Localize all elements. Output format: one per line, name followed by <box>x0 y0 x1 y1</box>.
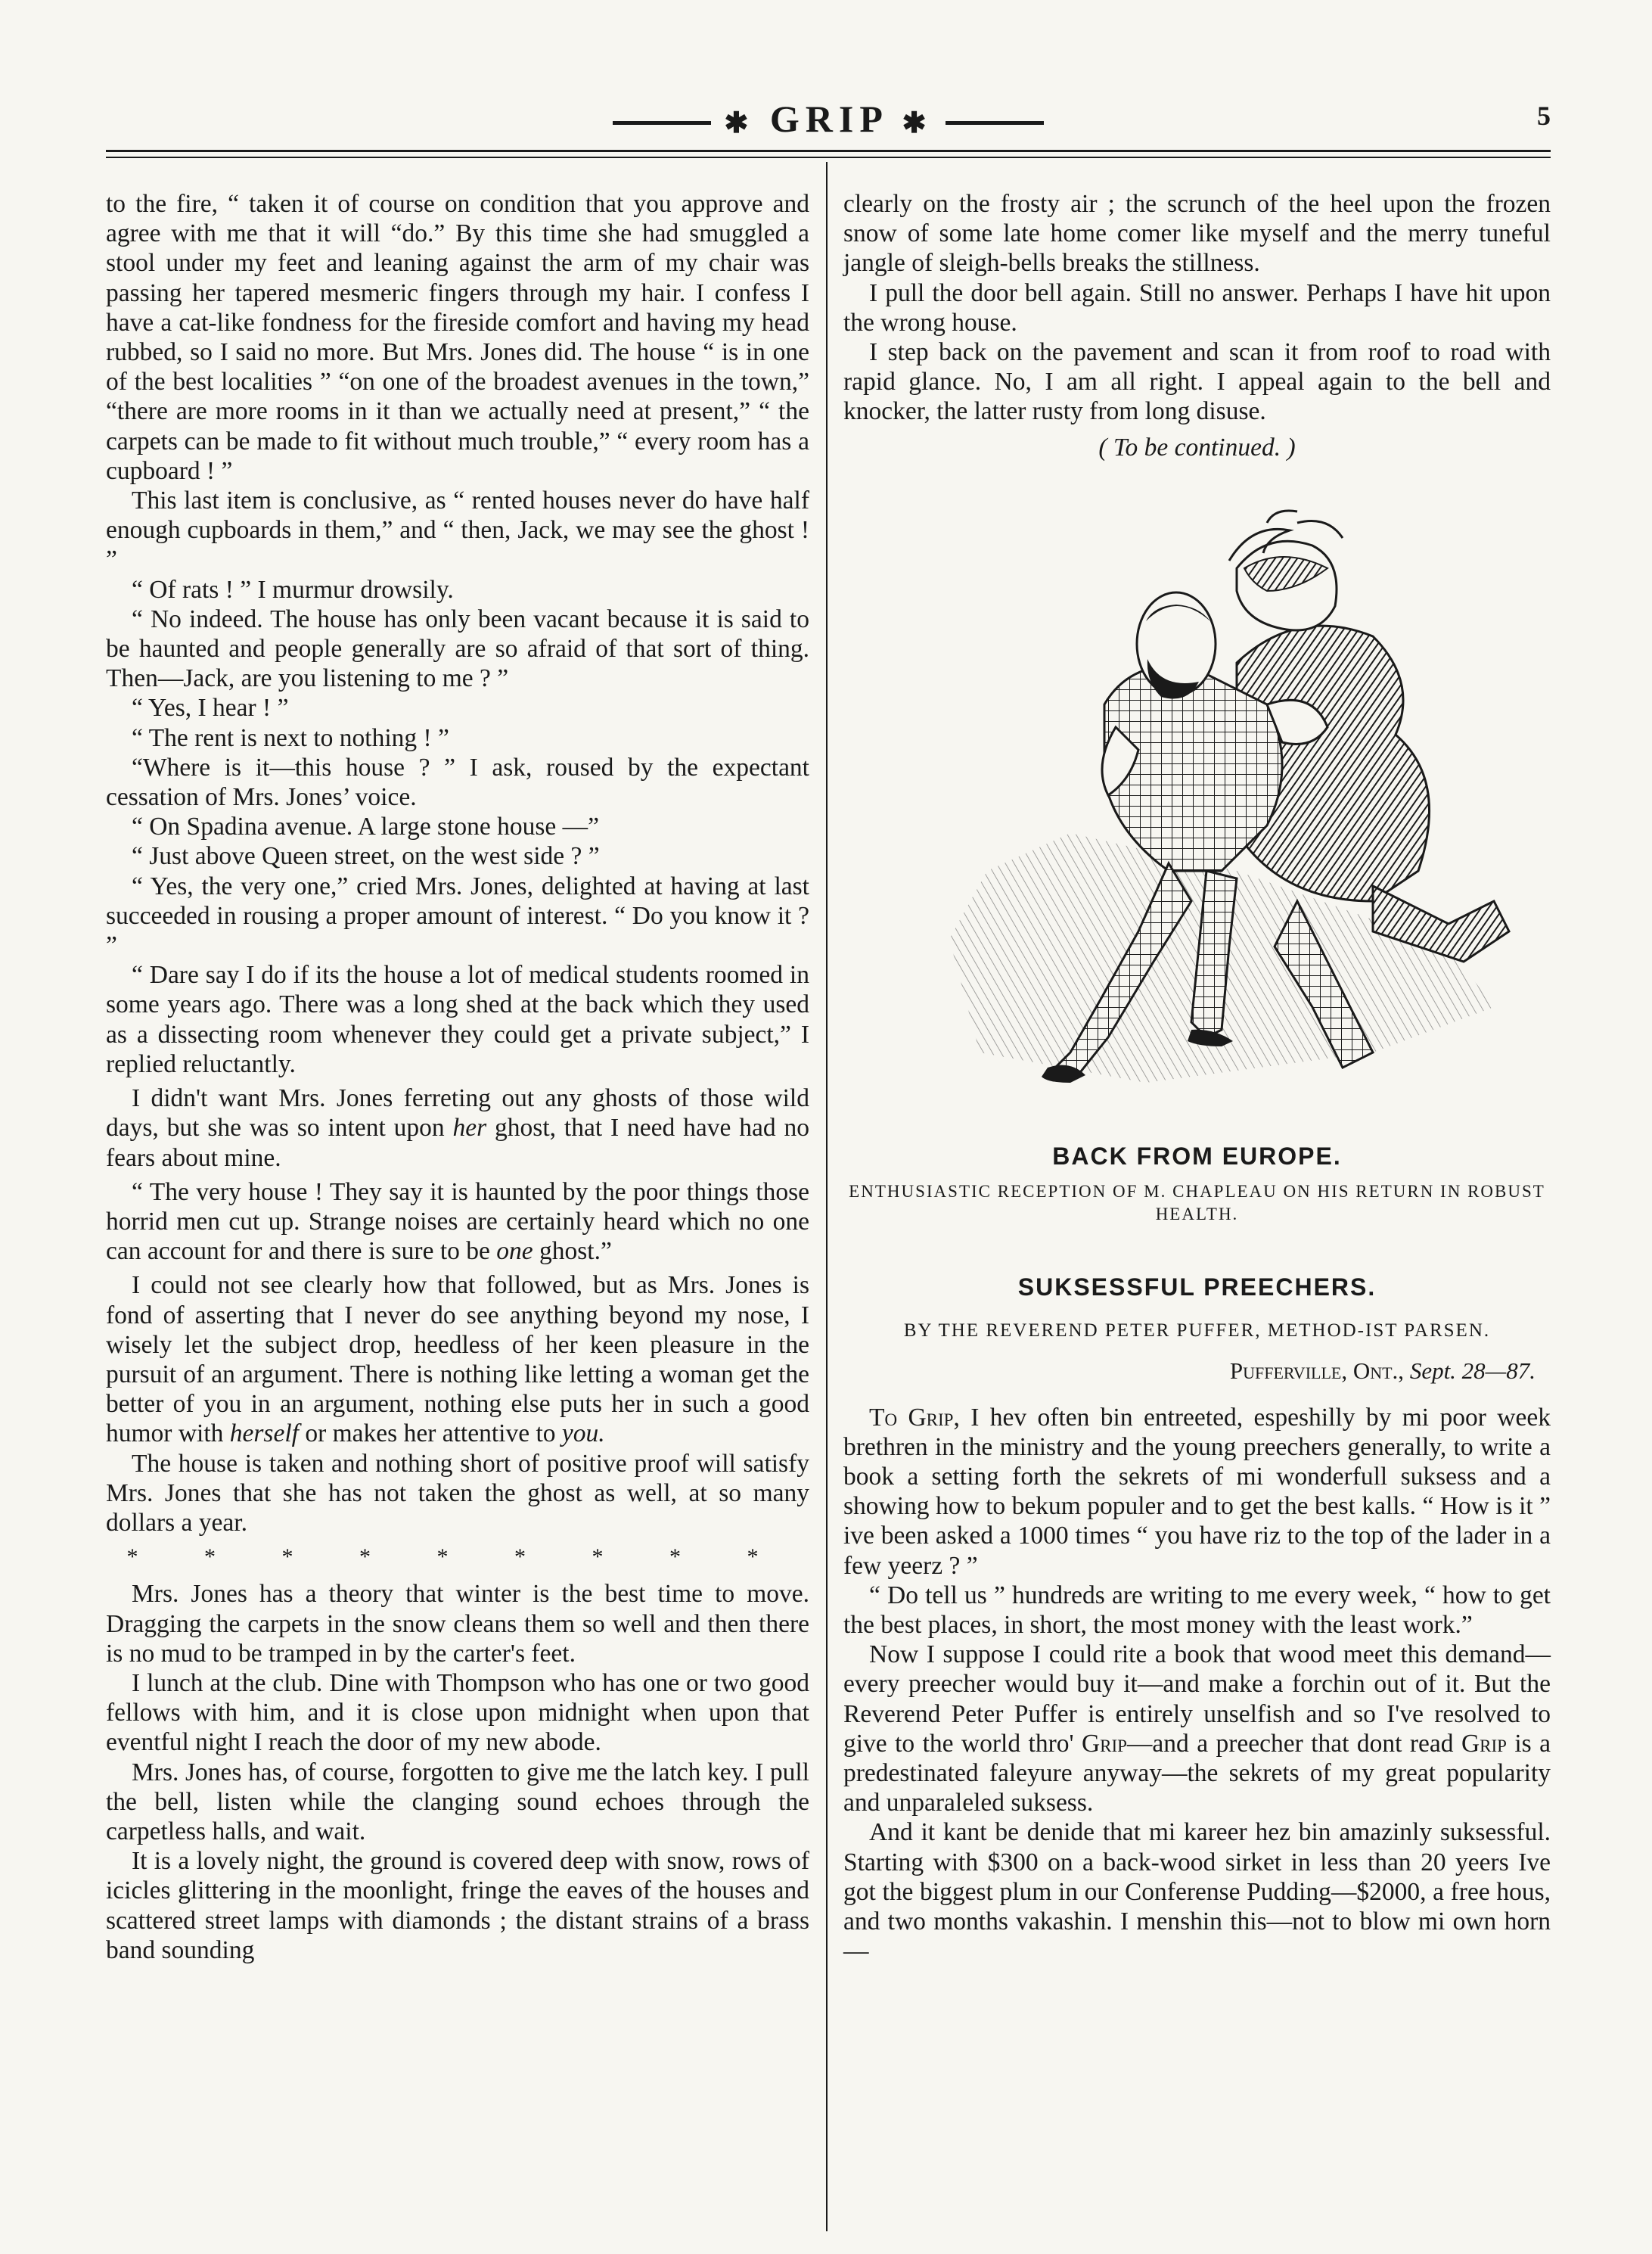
paragraph: “Where is it—this house ? ” I ask, roused by the expectant cessation of Mrs. Jones’ voice. <box>106 753 809 812</box>
paragraph: Mrs. Jones has a theory that winter is the best time to move. Dragging the carpets in the snow cleans them so well and then there is no mud to be tramped in by the carter's feet. <box>106 1580 809 1668</box>
cartoon-embrace-image <box>843 477 1551 1128</box>
paragraph: “ Do tell us ” hundreds are writing to me every week, “ how to get the best places, in short, the most money with the least work.” <box>843 1581 1551 1640</box>
grip-name: To Grip, <box>869 1403 960 1432</box>
dateline-place: Pufferville, Ont., <box>1229 1357 1410 1385</box>
dateline-date: Sept. 28—87. <box>1409 1357 1536 1385</box>
article-byline: BY THE REVEREND PETER PUFFER, METHOD-IST PARSEN. <box>903 1320 1491 1342</box>
cartoon-title: BACK FROM EUROPE. <box>1052 1142 1342 1170</box>
article-title: SUKSESSFUL PREECHERS. <box>1017 1273 1377 1301</box>
text-run: ghost.” <box>533 1237 612 1266</box>
masthead <box>106 97 1551 141</box>
text-run: “ The very house ! They say it is haunted by the poor things those horrid men cut up. Strange noises are certainly heard which no one can account for and there is sure to be <box>106 1177 809 1266</box>
to-be-continued: ( To be continued. ) <box>1098 433 1296 462</box>
grip-name: Grip <box>1081 1729 1127 1758</box>
masthead-title: GRIP <box>769 98 887 140</box>
paragraph: “ The rent is next to nothing ! ” <box>132 723 449 752</box>
paragraph: This last item is conclusive, as “ rented houses never do have half enough cupboards in them,” and “ then, Jack, we may see the ghost ! ” <box>106 487 809 574</box>
paragraph: I step back on the pavement and scan it from roof to road with rapid glance. No, I am all right. I appeal again to the bell and knocker, the latter rusty from long disuse. <box>843 338 1551 426</box>
paragraph: “ No indeed. The house has only been vacant because it is said to be haunted and people generally are so afraid of that sort of thing. Then—Jack, are you listening to me ? ” <box>106 605 809 693</box>
italic-text: one <box>496 1237 533 1266</box>
star-ornament-icon: ✱ <box>724 107 755 140</box>
text-run: is a predestinated faleyure anyway—the sekrets of my great popularity and unparaleled suksess. <box>843 1729 1551 1817</box>
italic-text: herself <box>229 1419 299 1448</box>
paragraph: “ Yes, the very one,” cried Mrs. Jones, delighted at having at last succeeded in rousing a proper amount of interest. “ Do you know it ? ” <box>106 872 809 960</box>
paragraph: “ Of rats ! ” I murmur drowsily. <box>132 575 454 604</box>
text-run: —and a preecher that dont read <box>1126 1729 1461 1758</box>
column-divider <box>826 162 828 2231</box>
cartoon-illustration <box>843 477 1551 1128</box>
paragraph: I pull the door bell again. Still no answer. Perhaps I have hit upon the wrong house. <box>843 278 1551 337</box>
page-header <box>106 97 1551 142</box>
paragraph: The house is taken and nothing short of positive proof will satisfy Mrs. Jones that she has not taken the ghost as well, at so many dollars a year. <box>106 1449 809 1537</box>
italic-text: her <box>452 1114 487 1143</box>
left-column <box>106 189 809 1965</box>
masthead-rule-right <box>946 121 1044 125</box>
text-run: I could not see clearly how that followed, but as Mrs. Jones is fond of asserting that I never do see anything beyond my nose, I wisely let the subject drop, heedless of her keen pleasure in the pursuit of an argument. There is nothing like letting a woman get the better of you in an argument, nothing else puts her in such a good humor with <box>106 1271 809 1448</box>
text-run: I hev often bin entreeted, espeshilly by mi poor week brethren in the ministry and the young preechers generally, to write a book a setting forth the sekrets of mi wonderfull suksess and a showing how to bekum populer and to get the best kalls. “ How is it ” ive been asked a 1000 times “ you have riz to the top of the lader in a few yeerz ? ” <box>843 1403 1551 1580</box>
paragraph: “ On Spadina avenue. A large stone house —” <box>132 813 600 841</box>
paragraph: “ Dare say I do if its the house a lot of medical students roomed in some years ago. There was a long shed at the back which they used as a dissecting room whenever they could get a private subject,” I replied reluctantly. <box>106 961 809 1078</box>
paragraph: clearly on the frosty air ; the scrunch of the heel upon the frozen snow of some late home comer like myself and the merry tuneful jangle of sleigh-bells breaks the stillness. <box>843 190 1551 278</box>
text-run: ghost, that I need have had no fears about mine. <box>106 1114 810 1172</box>
paragraph <box>106 1270 809 1448</box>
page-number: 5 <box>1537 101 1551 131</box>
paragraph: “ Just above Queen street, on the west side ? ” <box>132 842 600 871</box>
text-run: Now I suppose I could rite a book that wood meet this demand—every preecher would buy it—and make a forchin out of it. But the Reverend Peter Puffer is entirely unselfish and so I've resolved to give to the world thro' <box>843 1640 1551 1758</box>
paragraph <box>843 1403 1551 1581</box>
paragraph <box>843 1640 1551 1817</box>
text-run: or makes her attentive to <box>298 1419 562 1448</box>
header-rule-thick <box>106 150 1551 152</box>
paragraph: I lunch at the club. Dine with Thompson who has one or two good fellows with him, and it is close upon midnight when upon that eventful night I reach the door of my new abode. <box>106 1668 809 1757</box>
paragraph: to the fire, “ taken it of course on condition that you approve and agree with me that it will “do.” By this time she had smuggled a stool under my feet and leaning against the arm of my chair was passing her tapered mesmeric fingers through my hair. I confess I have a cat-like fondness for the fireside comfort and having my head rubbed, so I said no more. But Mrs. Jones did. The house “ is in one of the best localities ” “on one of the broadest avenues in the town,” “there are more rooms in it than we actually need at present,” “ the carpets can be made to fit without much trouble,” “ every room has a cupboard ! ” <box>106 190 809 485</box>
text-run: I didn't want Mrs. Jones ferreting out any ghosts of those wild days, but she was so intent upon <box>106 1084 809 1143</box>
paragraph <box>106 1083 809 1173</box>
paragraph: Mrs. Jones has, of course, forgotten to give me the latch key. I pull the bell, listen while the clanging sound echoes through the carpetless halls, and wait. <box>106 1758 809 1845</box>
cartoon-caption: ENTHUSIASTIC RECEPTION OF M. CHAPLEAU ON HIS RETURN IN ROBUST HEALTH. <box>849 1182 1545 1224</box>
right-column <box>843 189 1551 1966</box>
paragraph: And it kant be denide that mi kareer hez bin amazinly suksessful. Starting with $300 on a back-wood sirket in less than 20 yeers Ive got the biggest plum in our Conferense Pudding—$2000, a free hous, and two months vakashin. I menshin this—not to blow mi own horn— <box>843 1818 1551 1966</box>
paragraph: It is a lovely night, the ground is covered deep with snow, rows of icicles glittering in the moonlight, fringe the eaves of the houses and scattered street lamps with diamonds ; the distant strains of a brass band sounding <box>106 1847 809 1964</box>
grip-name: Grip <box>1461 1729 1507 1758</box>
paragraph: “ Yes, I hear ! ” <box>132 694 289 723</box>
star-ornament-icon: ✱ <box>902 107 933 140</box>
paragraph <box>106 1177 809 1267</box>
italic-text: you. <box>561 1419 605 1448</box>
section-break-stars: * * * * * * * * * <box>126 1544 789 1570</box>
header-rule-thin <box>106 157 1551 158</box>
article-dateline <box>843 1356 1536 1385</box>
masthead-rule-left <box>613 121 711 125</box>
